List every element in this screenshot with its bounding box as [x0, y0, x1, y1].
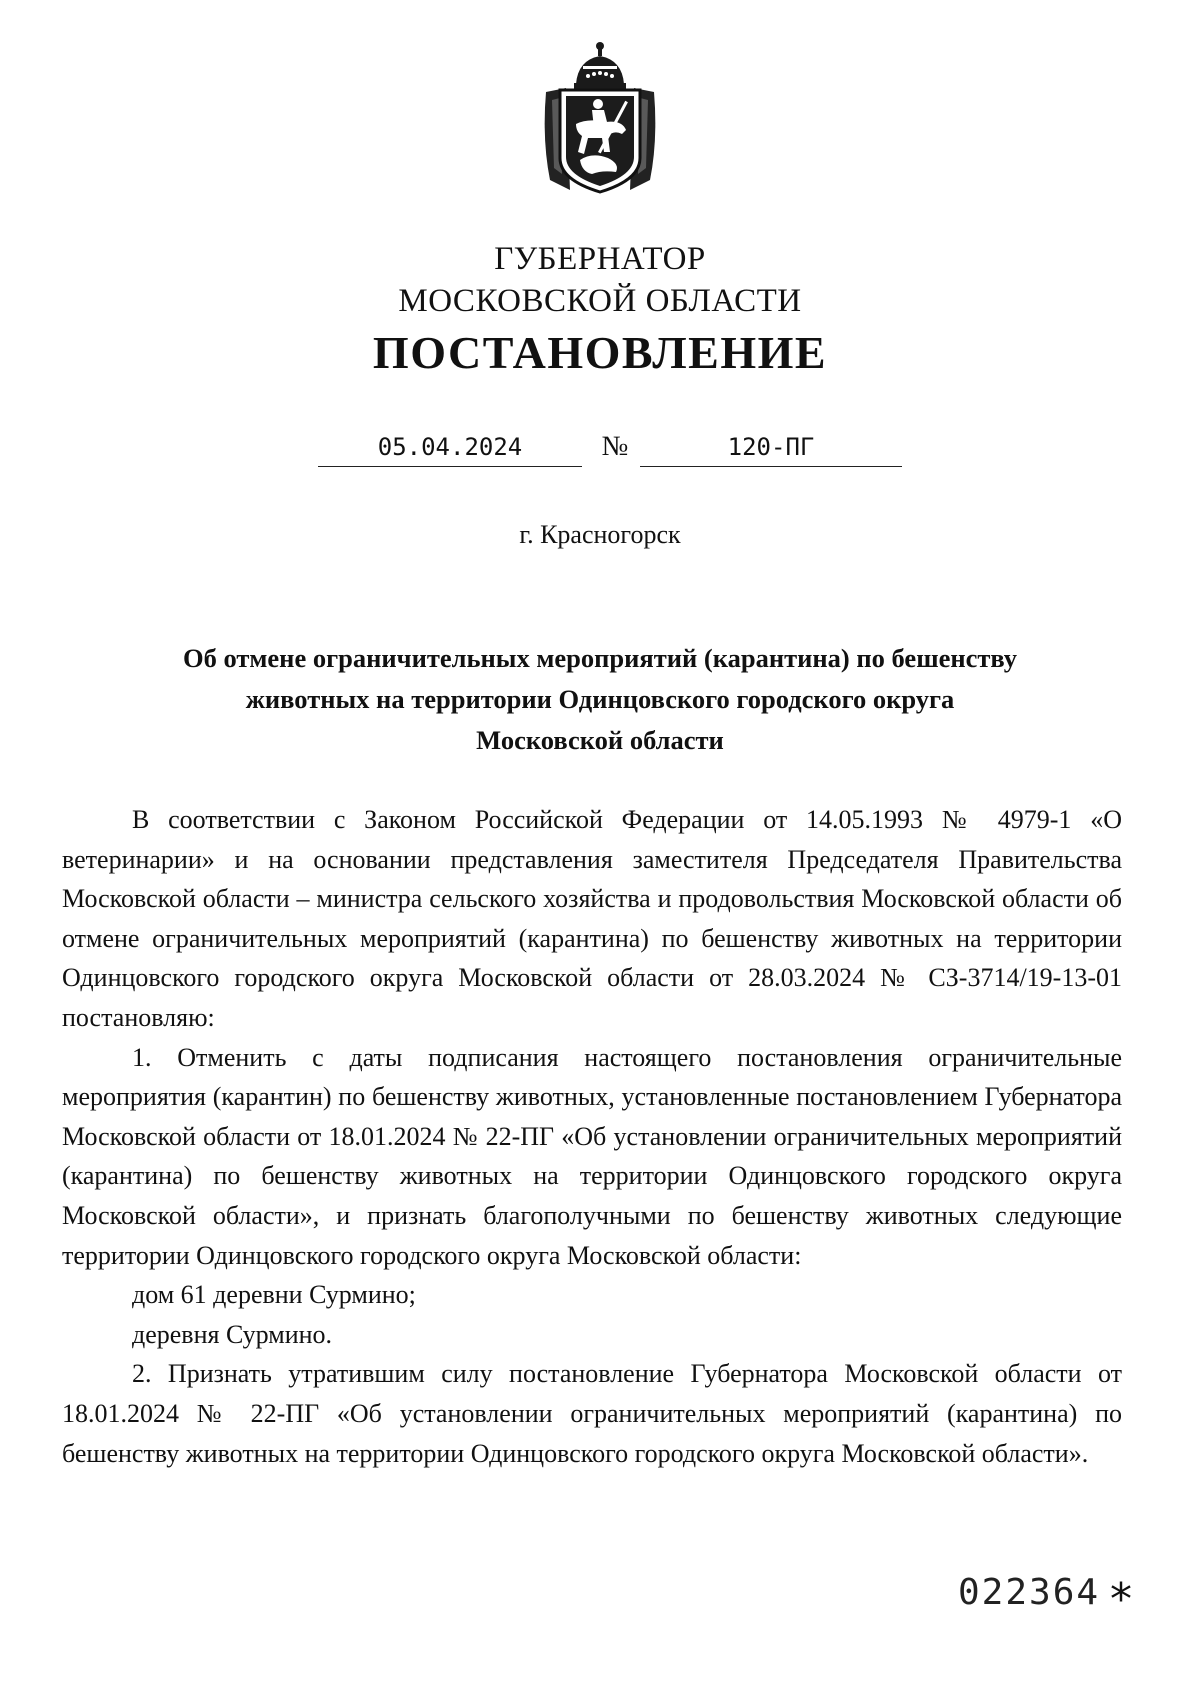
- number-sign: №: [601, 431, 629, 462]
- authority-line-1: ГУБЕРНАТОР: [494, 241, 706, 277]
- document-body: [62, 800, 1122, 1473]
- intro-paragraph: В соответствии с Законом Российской Федерации от 14.05.1993 № 4979-1 «О ветеринарии» и на основании представления заместителя Председателя Правительства Московской области – министра сельского хозяйства и продовольствия Московской области об отмене ограничительных мероприятий (карантина) по бешенству животных на территории Одинцовского городского округа Московской области от 28.03.2024 № СЗ-3714/19-13-01 постановляю:: [62, 805, 1122, 1032]
- serial-number: 022364: [958, 1572, 1101, 1613]
- document-type-heading: ПОСТАНОВЛЕНИЕ: [372, 327, 828, 378]
- item-1-paragraph: 1. Отменить с даты подписания настоящего постановления ограничительные мероприятия (карантин) по бешенству животных, установленные постановлением Губернатора Московской области от 18.01.2024 № 22-ПГ «Об установлении ограничительных мероприятий (карантина) по бешенству животных на территории Одинцовского городского округа Московской области», и признать благополучными по бешенству животных следующие территории Одинцовского городского округа Московской области:: [62, 1042, 1122, 1270]
- territory-item-1: дом 61 деревни Сурмино;: [132, 1280, 416, 1310]
- document-title: [110, 638, 1090, 761]
- territory-item-2: деревня Сурмино.: [132, 1319, 333, 1349]
- title-line-1: Об отмене ограничительных мероприятий (карантина) по бешенству: [182, 643, 1018, 673]
- city-line: г. Красногорск: [519, 520, 681, 549]
- coat-of-arms-emblem: [536, 40, 664, 198]
- registration-date: 05.04.2024: [318, 430, 582, 467]
- moscow-oblast-coat-of-arms-icon: [536, 40, 664, 198]
- authority-line-2: МОСКОВСКОЙ ОБЛАСТИ: [398, 283, 802, 319]
- title-line-3: Московской области: [476, 725, 724, 755]
- issuing-authority: [0, 238, 1200, 322]
- title-line-2: животных на территории Одинцовского городского округа: [245, 684, 955, 714]
- registration-number: 120-ПГ: [640, 430, 902, 467]
- serial-star-mark: *: [1110, 1574, 1132, 1625]
- item-2-paragraph: 2. Признать утратившим силу постановление Губернатора Московской области от 18.01.2024 № 22-ПГ «Об установлении ограничительных мероприятий (карантина) по бешенству животных на территории Одинцовского городского округа Московской области».: [62, 1359, 1122, 1468]
